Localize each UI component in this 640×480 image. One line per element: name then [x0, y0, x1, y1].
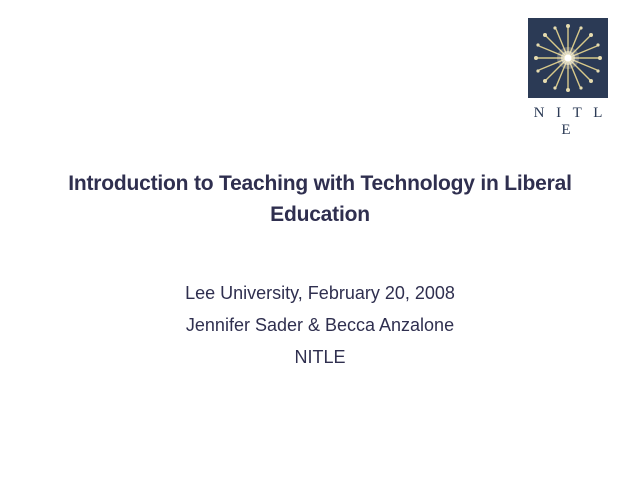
slide-title: Introduction to Teaching with Technology in Liberal Education: [68, 172, 572, 227]
logo-block: [522, 18, 614, 139]
subtitle-line-event: Lee University, February 20, 2008: [185, 283, 455, 303]
subtitle-line-organization: NITLE: [294, 347, 346, 368]
nitle-starburst-logo-icon: [528, 18, 608, 98]
slide-subtitle: [60, 277, 580, 373]
logo-wordmark: N I T L E: [533, 105, 607, 138]
subtitle-line-presenters: Jennifer Sader & Becca Anzalone: [185, 315, 455, 336]
